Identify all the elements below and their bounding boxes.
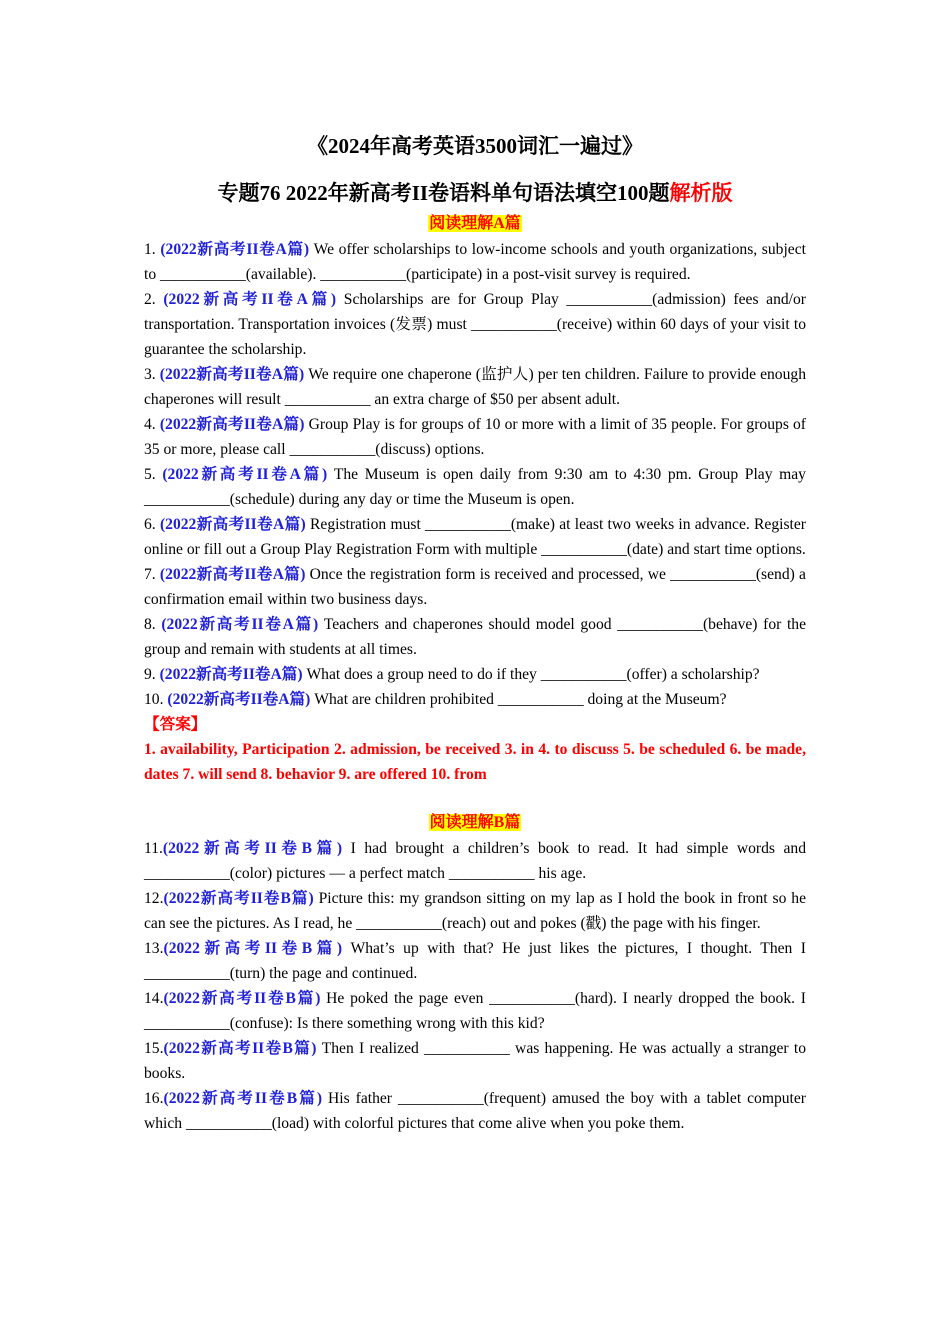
document-subtitle xyxy=(144,178,806,208)
question-item: 16.(2022新高考II卷B篇) His father ___________(frequent) amused the boy with a tablet computer which ___________(load) with colorful pictures that come alive when you poke them. xyxy=(144,1090,806,1132)
question-source-tag: (2022新高考II卷A篇) xyxy=(162,466,328,483)
question-source-tag: (2022新高考II卷A篇) xyxy=(159,516,306,533)
question-source-tag: (2022新高考II卷A篇) xyxy=(159,666,303,683)
question-item: 15.(2022新高考II卷B篇) Then I realized ___________ was happening. He was actually a stranger to books. xyxy=(144,1040,807,1082)
question-item: 5. (2022新高考II卷A篇) The Museum is open daily from 9:30 am to 4:30 pm. Group Play may ___________(schedule) during any day or time the Museum is open. xyxy=(144,466,806,508)
question-item: 3. (2022新高考II卷A篇) We require one chaperone (监护人) per ten children. Failure to provide enough chaperones will result ___________ an extra charge of $50 per absent adult. xyxy=(144,366,806,408)
question-text: He poked the page even ___________(hard). I nearly dropped the book. I ___________(confuse): Is there something wrong with this kid? xyxy=(144,990,806,1032)
question-item: 12.(2022新高考II卷B篇) Picture this: my grandson sitting on my lap as I hold the book in front so he can see the pictures. As I read, he ___________(reach) out and pokes (戳) the page with his finger. xyxy=(144,890,806,932)
question-text: Teachers and chaperones should model good ___________(behave) for the group and remain with students at all times. xyxy=(144,616,806,658)
question-item: 10. (2022新高考II卷A篇) What are children prohibited ___________ doing at the Museum? xyxy=(144,691,727,708)
question-text: Scholarships are for Group Play ___________(admission) fees and/or transportation. Transportation invoices (发票) must ___________(receive) within 60 days of your visit to guarantee the scholarship. xyxy=(144,291,807,358)
question-item: 8. (2022新高考II卷A篇) Teachers and chaperones should model good ___________(behave) for the group and remain with students at all times. xyxy=(144,616,806,658)
question-text: Registration must ___________(make) at least two weeks in advance. Register online or fill out a Group Play Registration Form with multiple ___________(date) and start time options. xyxy=(144,516,806,558)
question-source-tag: (2022新高考II卷B篇) xyxy=(163,1040,317,1057)
question-source-tag: (2022新高考II卷B篇) xyxy=(163,940,343,957)
question-source-tag: (2022新高考II卷A篇) xyxy=(167,691,311,708)
question-item: 14.(2022新高考II卷B篇) He poked the page even ___________(hard). I nearly dropped the book. I ___________(confuse): Is there something wrong with this kid? xyxy=(144,990,806,1032)
question-source-tag: (2022新高考II卷A篇) xyxy=(159,566,306,583)
question-text: We require one chaperone (监护人) per ten children. Failure to provide enough chaperones will result ___________ an extra charge of $50 per absent adult. xyxy=(144,366,806,408)
question-item: 2. (2022新高考II卷A篇) Scholarships are for Group Play ___________(admission) fees and/or transportation. Transportation invoices (发票) must ___________(receive) within 60 days of your visit to guarantee the scholarship. xyxy=(144,291,807,358)
question-item: 11.(2022新高考II卷B篇) I had brought a children’s book to read. It had simple words and ___________(color) pictures — a perfect match ___________ his age. xyxy=(144,840,806,882)
question-text: The Museum is open daily from 9:30 am to 4:30 pm. Group Play may ___________(schedule) during any day or time the Museum is open. xyxy=(144,466,806,508)
question-source-tag: (2022新高考II卷B篇) xyxy=(163,990,321,1007)
question-text: What does a group need to do if they ___________(offer) a scholarship? xyxy=(306,666,760,683)
answer-label: 【答案】 xyxy=(144,716,207,733)
question-source-tag: (2022新高考II卷A篇) xyxy=(159,416,305,433)
question-source-tag: (2022新高考II卷B篇) xyxy=(162,840,343,857)
document-page xyxy=(144,128,806,1136)
question-item: 1. (2022新高考II卷A篇) We offer scholarships to low-income schools and youth organizations, subject to ___________(available). ___________(participate) in a post-visit survey is required. xyxy=(144,241,806,283)
question-source-tag: (2022新高考II卷A篇) xyxy=(160,241,310,258)
question-item: 9. (2022新高考II卷A篇) What does a group need to do if they ___________(offer) a scholarship? xyxy=(144,666,760,683)
document-title: 《2024年高考英语3500词汇一遍过》 xyxy=(307,134,643,158)
question-source-tag: (2022新高考II卷B篇) xyxy=(163,890,314,907)
section-b-heading: 阅读理解B篇 xyxy=(429,814,521,831)
question-text: What are children prohibited ___________ doing at the Museum? xyxy=(314,691,727,708)
section-a-heading: 阅读理解A篇 xyxy=(429,215,521,232)
subtitle-main: 专题76 2022年新高考II卷语料单句语法填空100题 xyxy=(217,181,670,205)
question-item: 4. (2022新高考II卷A篇) Group Play is for groups of 10 or more with a limit of 35 people. For groups of 35 or more, please call ___________(discuss) options. xyxy=(144,416,806,458)
question-source-tag: (2022新高考II卷B篇) xyxy=(163,1090,323,1107)
section-b-questions xyxy=(144,836,806,1136)
question-text: What’s up with that? He just likes the pictures, I thought. Then I ___________(turn) the page and continued. xyxy=(144,940,806,982)
question-item: 7. (2022新高考II卷A篇) Once the registration form is received and processed, we ___________(send) a confirmation email within two business days. xyxy=(144,566,806,608)
question-text: Then I realized ___________ was happening. He was actually a stranger to books. xyxy=(144,1040,807,1082)
answer-text: 1. availability, Participation 2. admission, be received 3. in 4. to discuss 5. be scheduled 6. be made, dates 7. will send 8. behavior 9. are offered 10. from xyxy=(144,741,806,783)
question-text: Group Play is for groups of 10 or more with a limit of 35 people. For groups of 35 or more, please call ___________(discuss) options. xyxy=(144,416,806,458)
subtitle-tag: 解析版 xyxy=(669,181,733,205)
question-text: Once the registration form is received and processed, we ___________(send) a confirmation email within two business days. xyxy=(144,566,806,608)
question-item: 6. (2022新高考II卷A篇) Registration must ___________(make) at least two weeks in advance. Register online or fill out a Group Play Registration Form with multiple ___________(date) and start time options. xyxy=(144,516,806,558)
question-text: I had brought a children’s book to read. It had simple words and ___________(color) pictures — a perfect match ___________ his age. xyxy=(144,840,806,882)
question-text: We offer scholarships to low-income schools and youth organizations, subject to ___________(available). ___________(participate) in a post-visit survey is required. xyxy=(144,241,806,283)
question-text: Picture this: my grandson sitting on my lap as I hold the book in front so he can see the pictures. As I read, he ___________(reach) out and pokes (戳) the page with his finger. xyxy=(144,890,806,932)
question-source-tag: (2022新高考II卷A篇) xyxy=(159,366,305,383)
question-source-tag: (2022新高考II卷A篇) xyxy=(163,291,337,308)
section-a-questions xyxy=(144,237,806,712)
question-source-tag: (2022新高考II卷A篇) xyxy=(161,616,319,633)
question-item: 13.(2022新高考II卷B篇) What’s up with that? He just likes the pictures, I thought. Then I ___________(turn) the page and continued. xyxy=(144,940,806,982)
question-text: His father ___________(frequent) amused the boy with a tablet computer which ___________(load) with colorful pictures that come alive when you poke them. xyxy=(144,1090,806,1132)
